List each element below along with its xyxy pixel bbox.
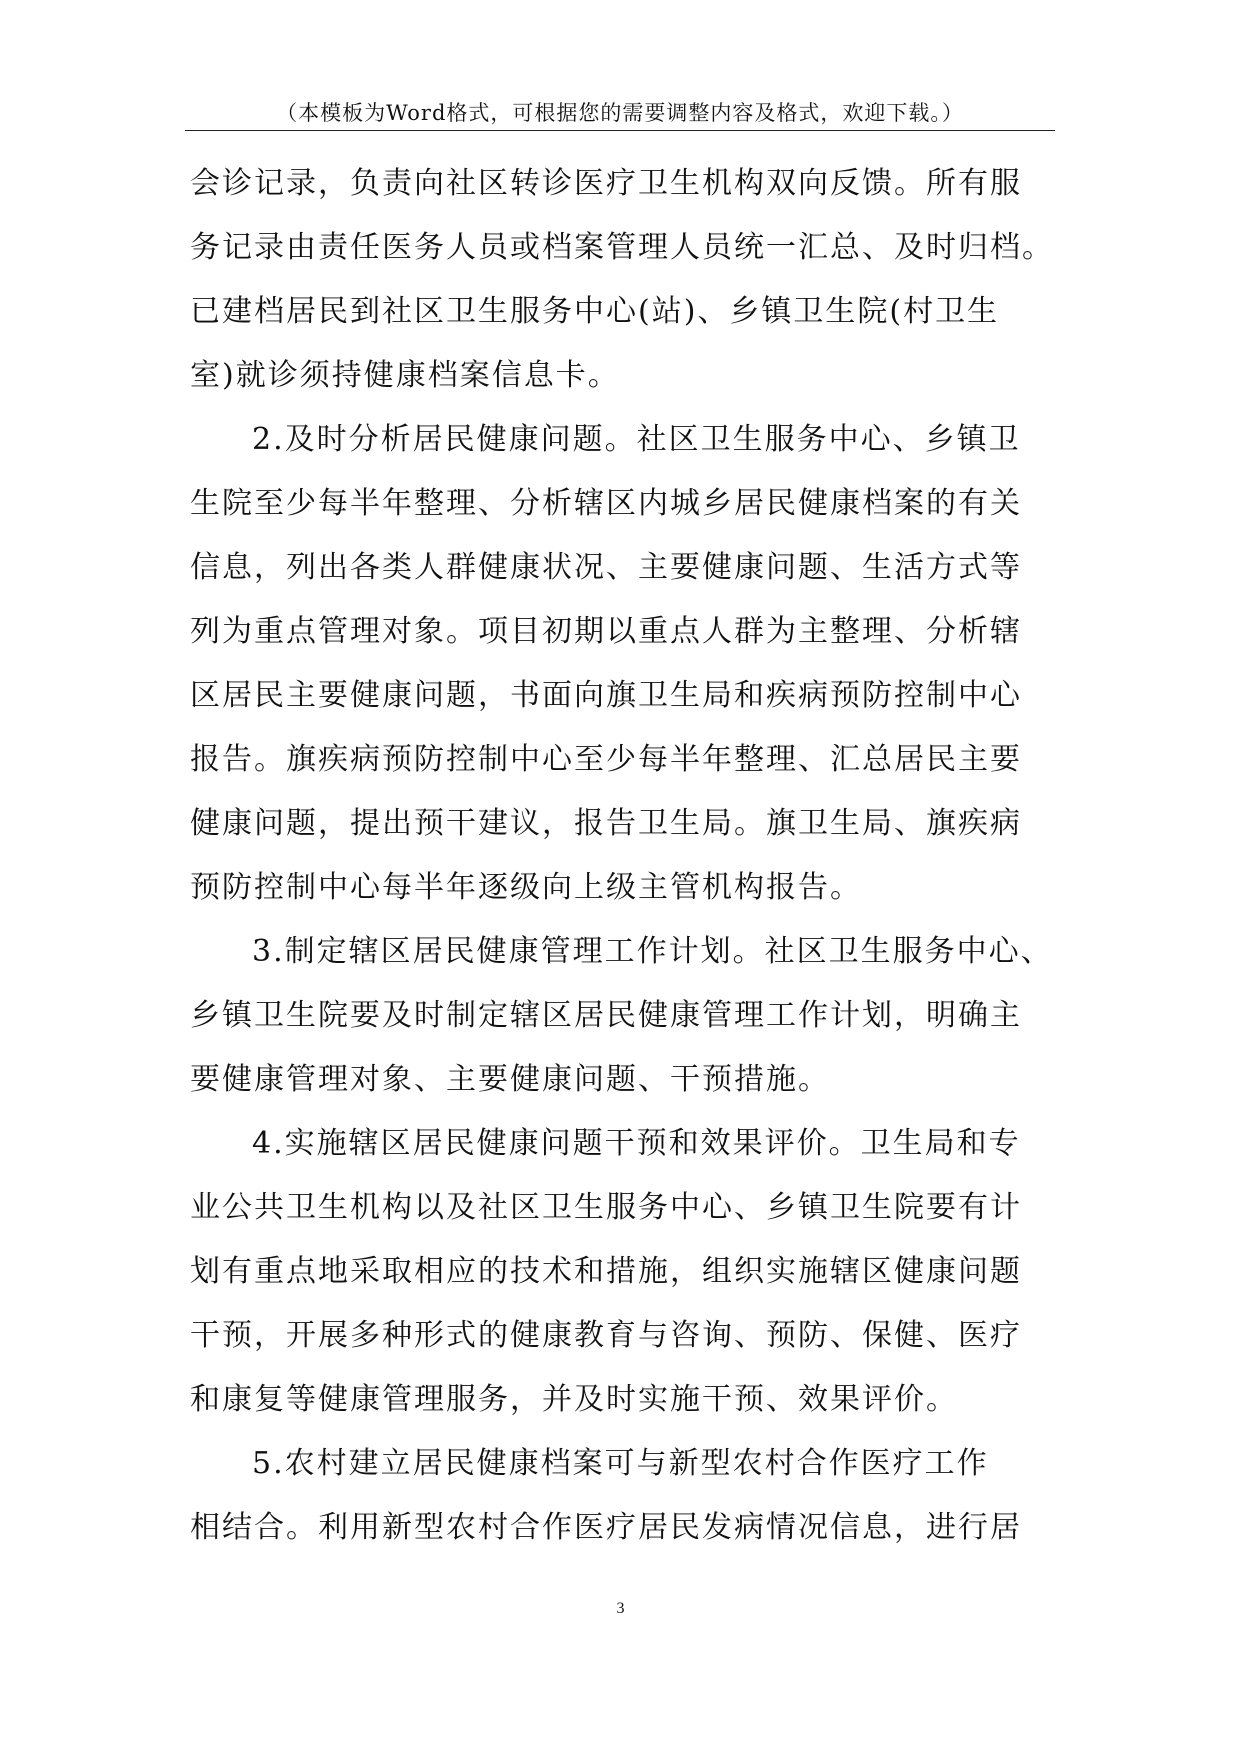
text-line: 健康问题，提出预干建议，报告卫生局。旗卫生局、旗疾病 <box>190 806 1022 841</box>
text-line: 要健康管理对象、主要健康问题、干预措施。 <box>190 1062 830 1097</box>
text-line: 2.及时分析居民健康问题。社区卫生服务中心、乡镇卫 <box>252 422 1021 457</box>
text-line: 5.农村建立居民健康档案可与新型农村合作医疗工作 <box>252 1446 989 1481</box>
text-line: 室)就诊须持健康档案信息卡。 <box>190 358 620 393</box>
text-line: 4.实施辖区居民健康问题干预和效果评价。卫生局和专 <box>252 1126 1021 1161</box>
text-line: 已建档居民到社区卫生服务中心(站)、乡镇卫生院(村卫生 <box>190 294 1000 329</box>
text-line: 信息，列出各类人群健康状况、主要健康问题、生活方式等 <box>190 550 1022 585</box>
template-note: （本模板为Word格式，可根据您的需要调整内容及格式，欢迎下载。） <box>276 101 964 125</box>
text-line: 预防控制中心每半年逐级向上级主管机构报告。 <box>190 870 862 905</box>
text-line: 划有重点地采取相应的技术和措施，组织实施辖区健康问题 <box>190 1254 1022 1289</box>
text-line: 相结合。利用新型农村合作医疗居民发病情况信息，进行居 <box>190 1510 1022 1545</box>
text-line: 报告。旗疾病预防控制中心至少每半年整理、汇总居民主要 <box>190 742 1022 777</box>
header-divider <box>185 130 1055 131</box>
text-line: 列为重点管理对象。项目初期以重点人群为主整理、分析辖 <box>190 614 1022 649</box>
text-line: 生院至少每半年整理、分析辖区内城乡居民健康档案的有关 <box>190 486 1022 521</box>
text-line: 业公共卫生机构以及社区卫生服务中心、乡镇卫生院要有计 <box>190 1190 1022 1225</box>
page-number: 3 <box>616 1600 625 1617</box>
text-line: 务记录由责任医务人员或档案管理人员统一汇总、及时归档。 <box>190 230 1054 265</box>
text-line: 区居民主要健康问题，书面向旗卫生局和疾病预防控制中心 <box>190 678 1022 713</box>
text-line: 干预，开展多种形式的健康教育与咨询、预防、保健、医疗 <box>190 1318 1022 1353</box>
text-line: 会诊记录，负责向社区转诊医疗卫生机构双向反馈。所有服 <box>190 166 1022 201</box>
text-line: 和康复等健康管理服务，并及时实施干预、效果评价。 <box>190 1382 958 1417</box>
document-body <box>190 152 1090 1560</box>
text-line: 乡镇卫生院要及时制定辖区居民健康管理工作计划，明确主 <box>190 998 1022 1033</box>
text-line: 3.制定辖区居民健康管理工作计划。社区卫生服务中心、 <box>252 934 1053 969</box>
